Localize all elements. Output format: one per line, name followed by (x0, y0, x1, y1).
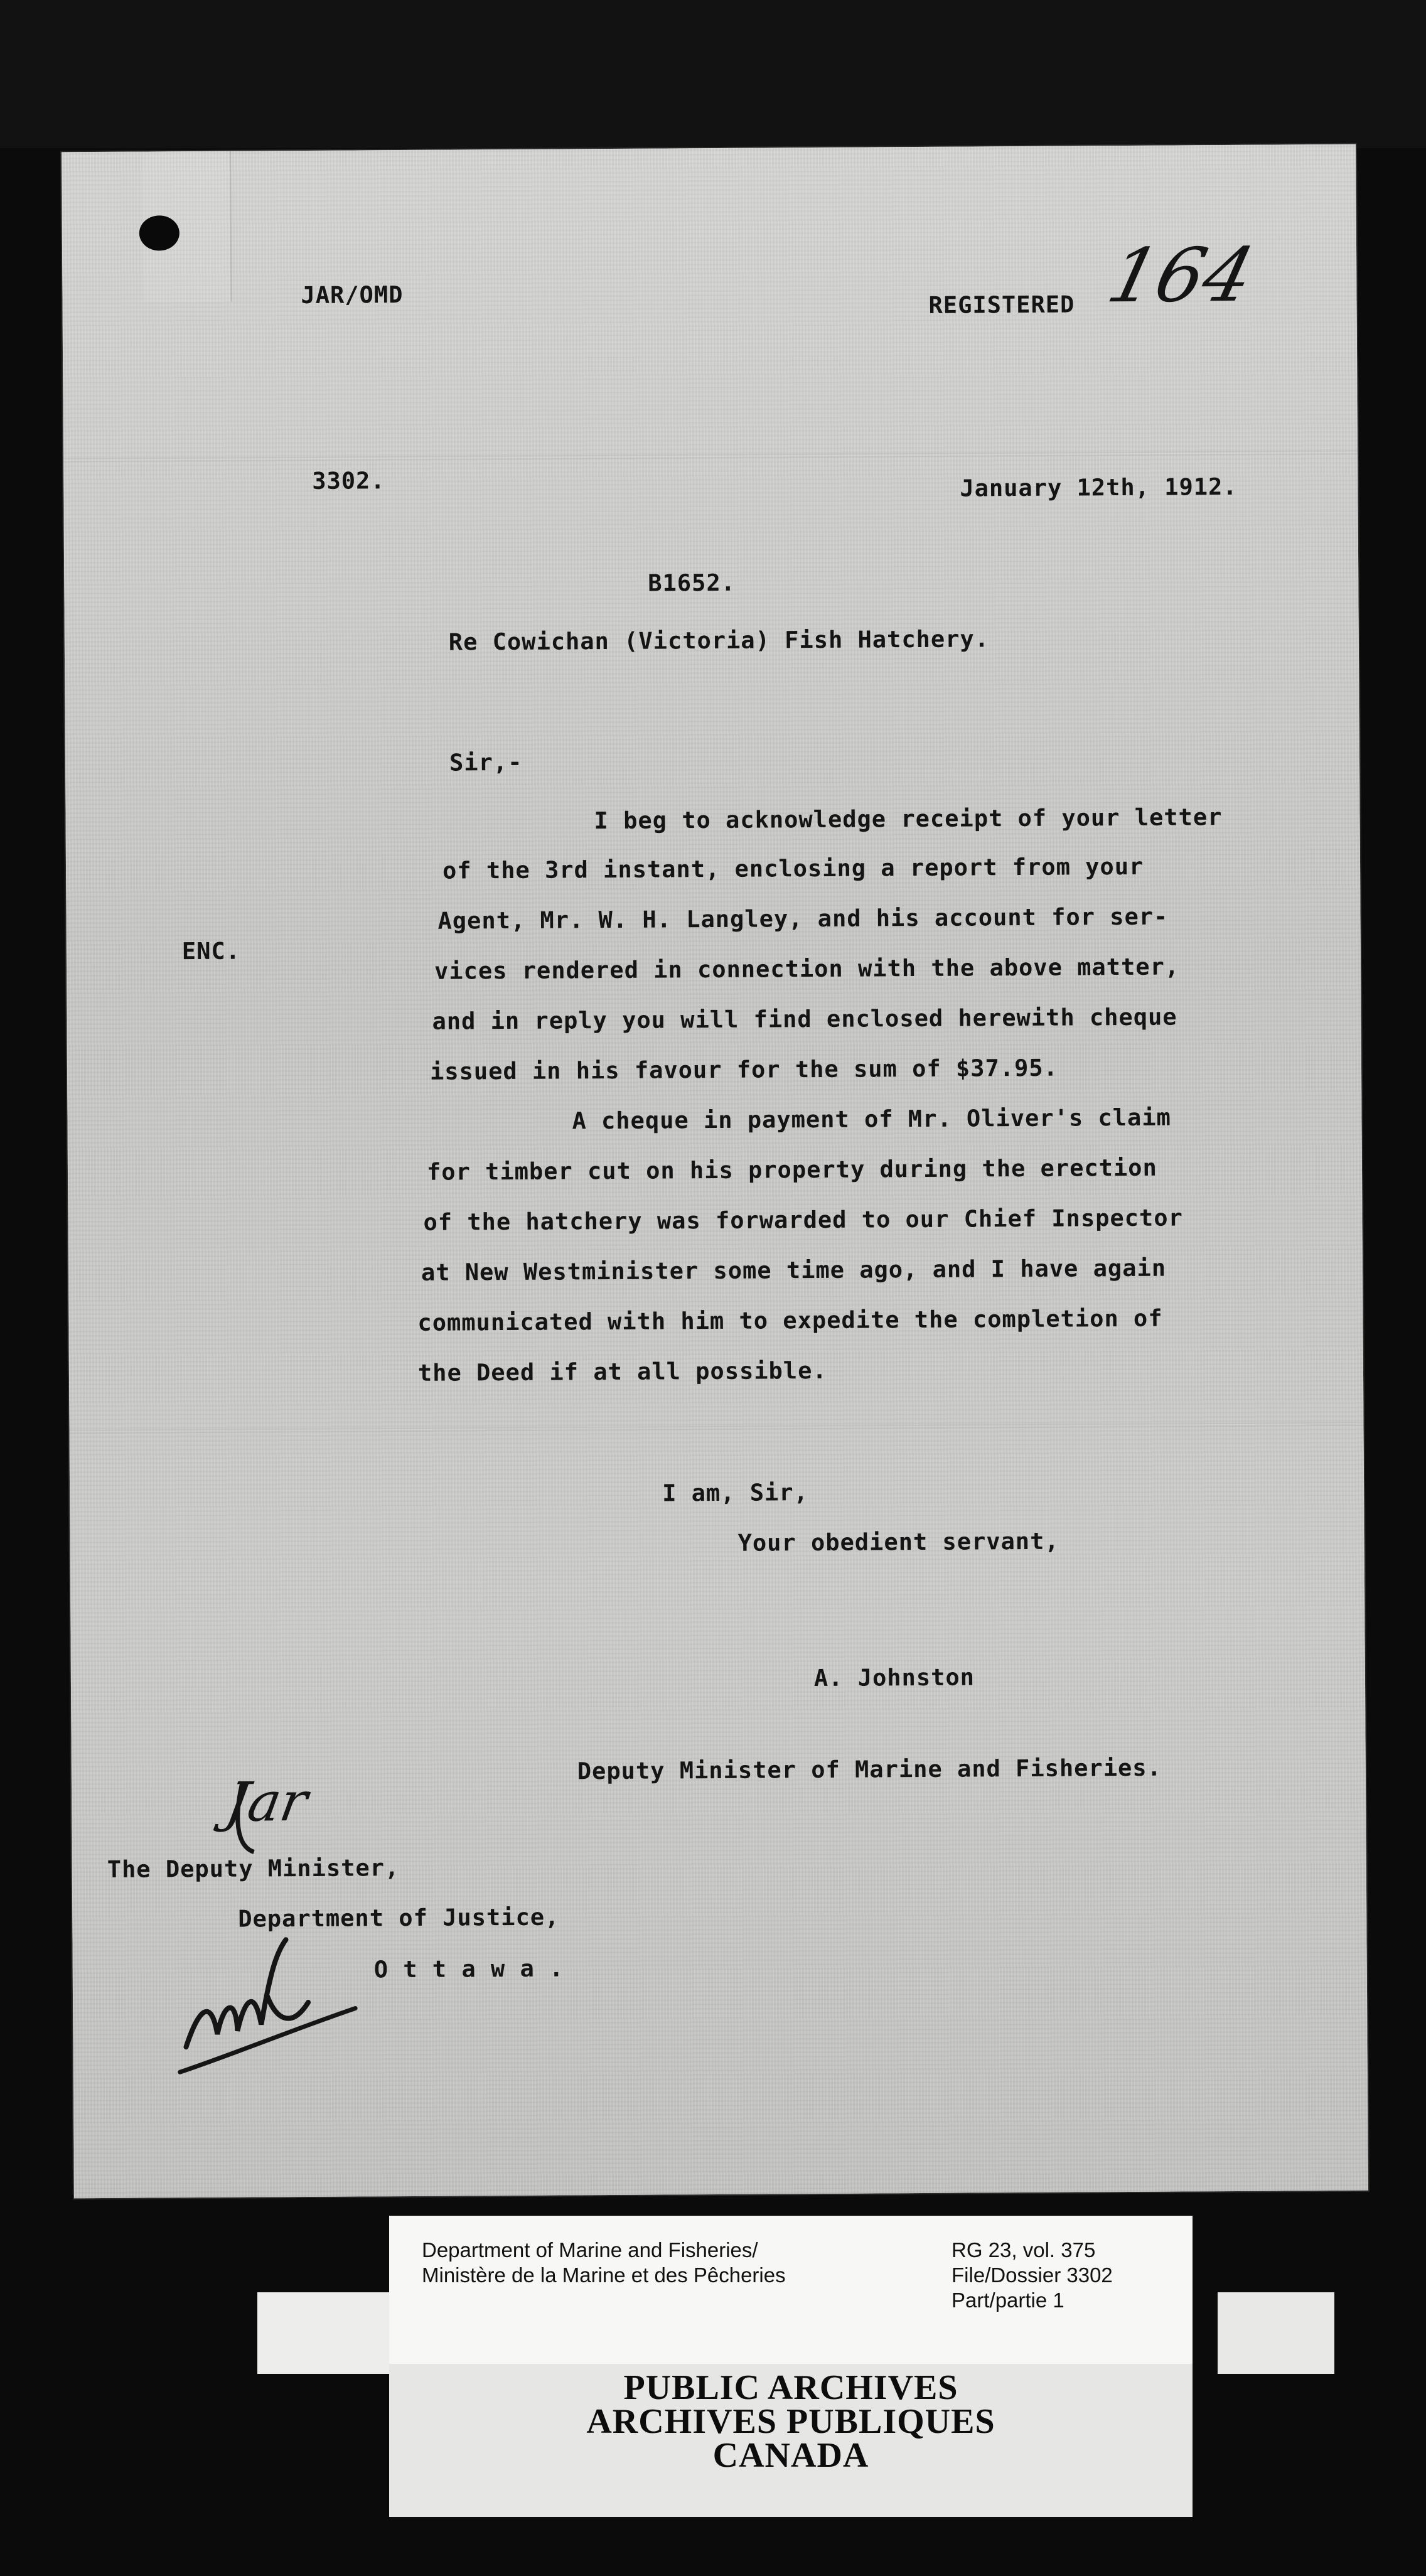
handwritten-signature (166, 1914, 394, 2078)
body-line: issued in his favour for the sum of $37.95. (429, 1054, 1059, 1085)
recipient-line: O t t a w a . (373, 1955, 564, 1983)
film-border-top (0, 0, 1426, 148)
body-line: I beg to acknowledge receipt of your letter (594, 803, 1223, 835)
margin-note-enc: ENC. (181, 937, 241, 965)
stamp-line: PUBLIC ARCHIVES (623, 2368, 958, 2407)
folio-number-handwritten (1100, 232, 1268, 328)
body-line: and in reply you will find enclosed herewith cheque (432, 1003, 1177, 1035)
body-line: Agent, Mr. W. H. Langley, and his account for ser- (437, 903, 1169, 935)
label-department-en: Department of Marine and Fisheries/ (422, 2238, 758, 2262)
archive-reference-label (389, 2216, 1193, 2364)
fold-line (69, 1422, 1363, 1434)
mail-type: REGISTERED (928, 291, 1075, 319)
body-line: at New Westminister some time ago, and I have again (421, 1254, 1167, 1286)
body-line: of the hatchery was forwarded to our Chief Inspector (423, 1204, 1183, 1236)
signatory-name: A. Johnston (813, 1663, 975, 1692)
body-line: of the 3rd instant, enclosing a report from your (442, 852, 1144, 884)
closing-line: I am, Sir, (662, 1479, 809, 1507)
letter-page (62, 144, 1368, 2199)
punch-hole (139, 215, 180, 250)
subject-line: Re Cowichan (Victoria) Fish Hatchery. (448, 625, 990, 656)
folio-number-text: 164 (1100, 232, 1262, 319)
signatory-title: Deputy Minister of Marine and Fisheries. (577, 1754, 1162, 1785)
body-line: A cheque in payment of Mr. Oliver's claim (572, 1103, 1171, 1135)
file-number: 3302. (312, 467, 385, 495)
body-line: communicated with him to expedite the completion of (417, 1304, 1163, 1336)
body-line: for timber cut on his property during the erection (426, 1154, 1157, 1186)
label-part: Part/partie 1 (952, 2289, 1064, 2312)
archive-label-base (257, 2292, 399, 2374)
body-line: the Deed if at all possible. (417, 1356, 827, 1387)
letter-date: January 12th, 1912. (960, 473, 1238, 502)
fold-line (63, 451, 1358, 463)
handwritten-initials (210, 1757, 361, 1870)
label-record-group: RG 23, vol. 375 (952, 2238, 1096, 2262)
stamp-line: CANADA (712, 2436, 869, 2475)
salutation: Sir,- (449, 748, 523, 776)
body-line: vices rendered in connection with the above matter, (434, 953, 1180, 985)
reference-code: B1652. (648, 569, 736, 597)
label-file: File/Dossier 3302 (952, 2263, 1113, 2287)
archive-label-base (1218, 2292, 1334, 2374)
handwritten-initials-text: Jar (222, 1771, 312, 1834)
recipient-line: The Deputy Minister, (107, 1854, 400, 1883)
archives-stamp (389, 2364, 1193, 2517)
label-department-fr: Ministère de la Marine et des Pêcheries (422, 2263, 786, 2287)
reference-initials: JAR/OMD (301, 281, 404, 309)
closing-line: Your obedient servant, (737, 1527, 1059, 1557)
stamp-line: ARCHIVES PUBLIQUES (586, 2402, 995, 2441)
recipient-line: Department of Justice, (238, 1903, 560, 1933)
